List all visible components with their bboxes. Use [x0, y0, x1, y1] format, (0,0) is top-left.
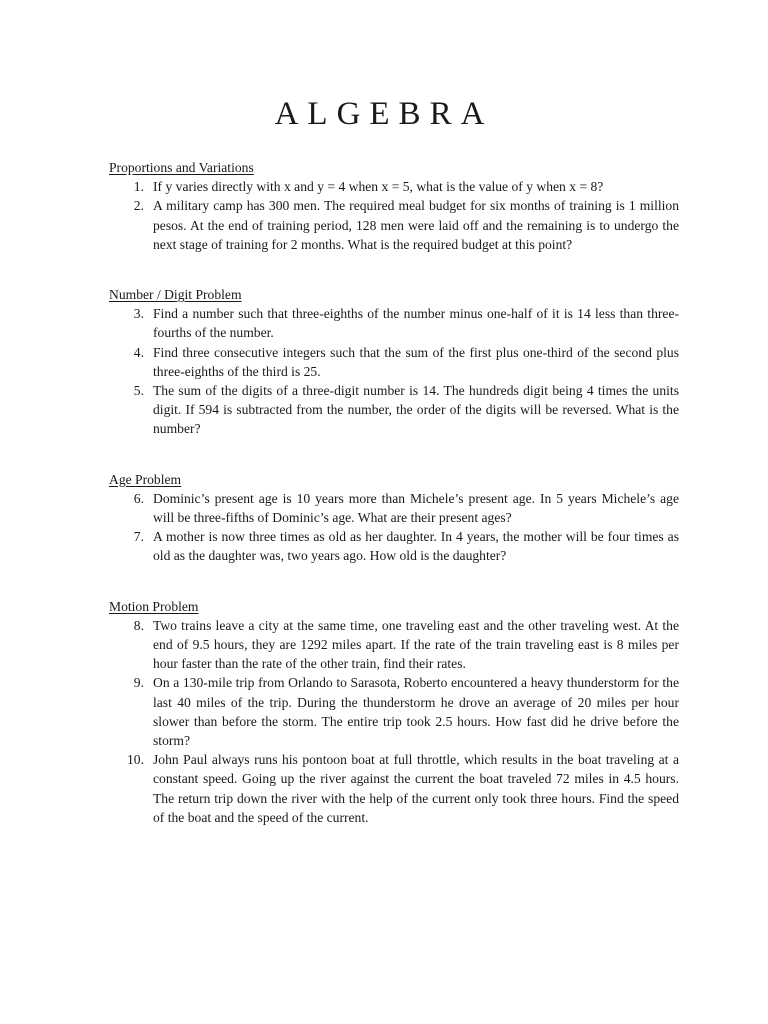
problem-item	[109, 616, 679, 674]
problem-item	[109, 750, 679, 827]
problem-item	[109, 343, 679, 381]
problem-list	[109, 489, 679, 566]
problem-number: 2.	[133, 198, 144, 214]
problem-text: On a 130-mile trip from Orlando to Sarasota, Roberto encountered a heavy thunderstorm for the last 40 miles of the trip. During the thunderstorm he drove an average of 20 miles per hour slower than before the storm. The entire trip took 2.5 hours. How fast did he drive before the storm?	[153, 675, 679, 749]
section-heading: Number / Digit Problem	[109, 287, 242, 303]
section-proportions-and-variations	[109, 158, 679, 254]
section-heading: Proportions and Variations	[109, 160, 254, 175]
problem-text: The sum of the digits of a three-digit number is 14. The hundreds digit being 4 times the units digit. If 594 is subtracted from the number, the order of the digits will be reversed. What is the number?	[153, 383, 679, 437]
problem-number: 8.	[133, 617, 144, 633]
section-heading: Motion Problem	[109, 598, 199, 614]
problem-number: 7.	[133, 529, 144, 545]
problem-text: Find a number such that three-eighths of the number minus one-half of it is 14 less than three-fourths of the number.	[153, 306, 679, 341]
problem-text: A military camp has 300 men. The required meal budget for six months of training is 1 million pesos. At the end of training period, 128 men were laid off and the remaining is to undergo the next stage of training for 2 months. What is the required budget at this point?	[153, 198, 679, 252]
problem-number: 10.	[127, 752, 144, 768]
problem-number: 9.	[133, 675, 144, 691]
section-heading: Age Problem	[109, 471, 182, 487]
problem-item	[109, 673, 679, 750]
problem-item	[109, 489, 679, 527]
problem-text: A mother is now three times as old as her daughter. In 4 years, the mother will be four times as old as the daughter was, two years ago. How old is the daughter?	[153, 529, 679, 564]
problem-list	[109, 304, 679, 438]
problem-number: 6.	[133, 490, 144, 506]
section-motion-problem	[109, 597, 679, 827]
problem-item	[109, 196, 679, 254]
problem-item	[109, 177, 679, 196]
problem-text: If y varies directly with x and y = 4 when x = 5, what is the value of y when x = 8?	[153, 179, 604, 195]
problem-text: Find three consecutive integers such that the sum of the first plus one-third of the second plus three-eighths of the third is 25.	[153, 344, 679, 379]
problem-number: 3.	[133, 306, 144, 322]
problem-list	[109, 177, 679, 254]
problem-text: John Paul always runs his pontoon boat at full throttle, which results in the boat traveling at a constant speed. Going up the river against the current the boat traveled 72 miles in 4.5 hours. The return trip down the river with the help of the current only took three hours. Find the speed of the boat and the speed of the current.	[153, 752, 679, 825]
problem-number: 4.	[133, 344, 144, 360]
page-title: ALGEBRA	[274, 96, 494, 132]
section-number-digit-problem	[109, 285, 679, 439]
problem-list	[109, 616, 679, 827]
problem-item	[109, 527, 679, 565]
problem-text: Two trains leave a city at the same time, one traveling east and the other traveling west. At the end of 9.5 hours, they are 1292 miles apart. If the rate of the train traveling east is 8 miles per hour faster than the rate of the other train, find their rates.	[153, 617, 679, 672]
document-body	[109, 158, 679, 827]
problem-item	[109, 381, 679, 439]
problem-number: 5.	[133, 383, 144, 399]
problem-number: 1.	[133, 179, 144, 195]
problem-item	[109, 304, 679, 342]
problem-text: Dominic’s present age is 10 years more than Michele’s present age. In 5 years Michele’s age will be three-fifths of Dominic’s age. What are their present ages?	[153, 490, 679, 526]
section-age-problem	[109, 470, 679, 566]
